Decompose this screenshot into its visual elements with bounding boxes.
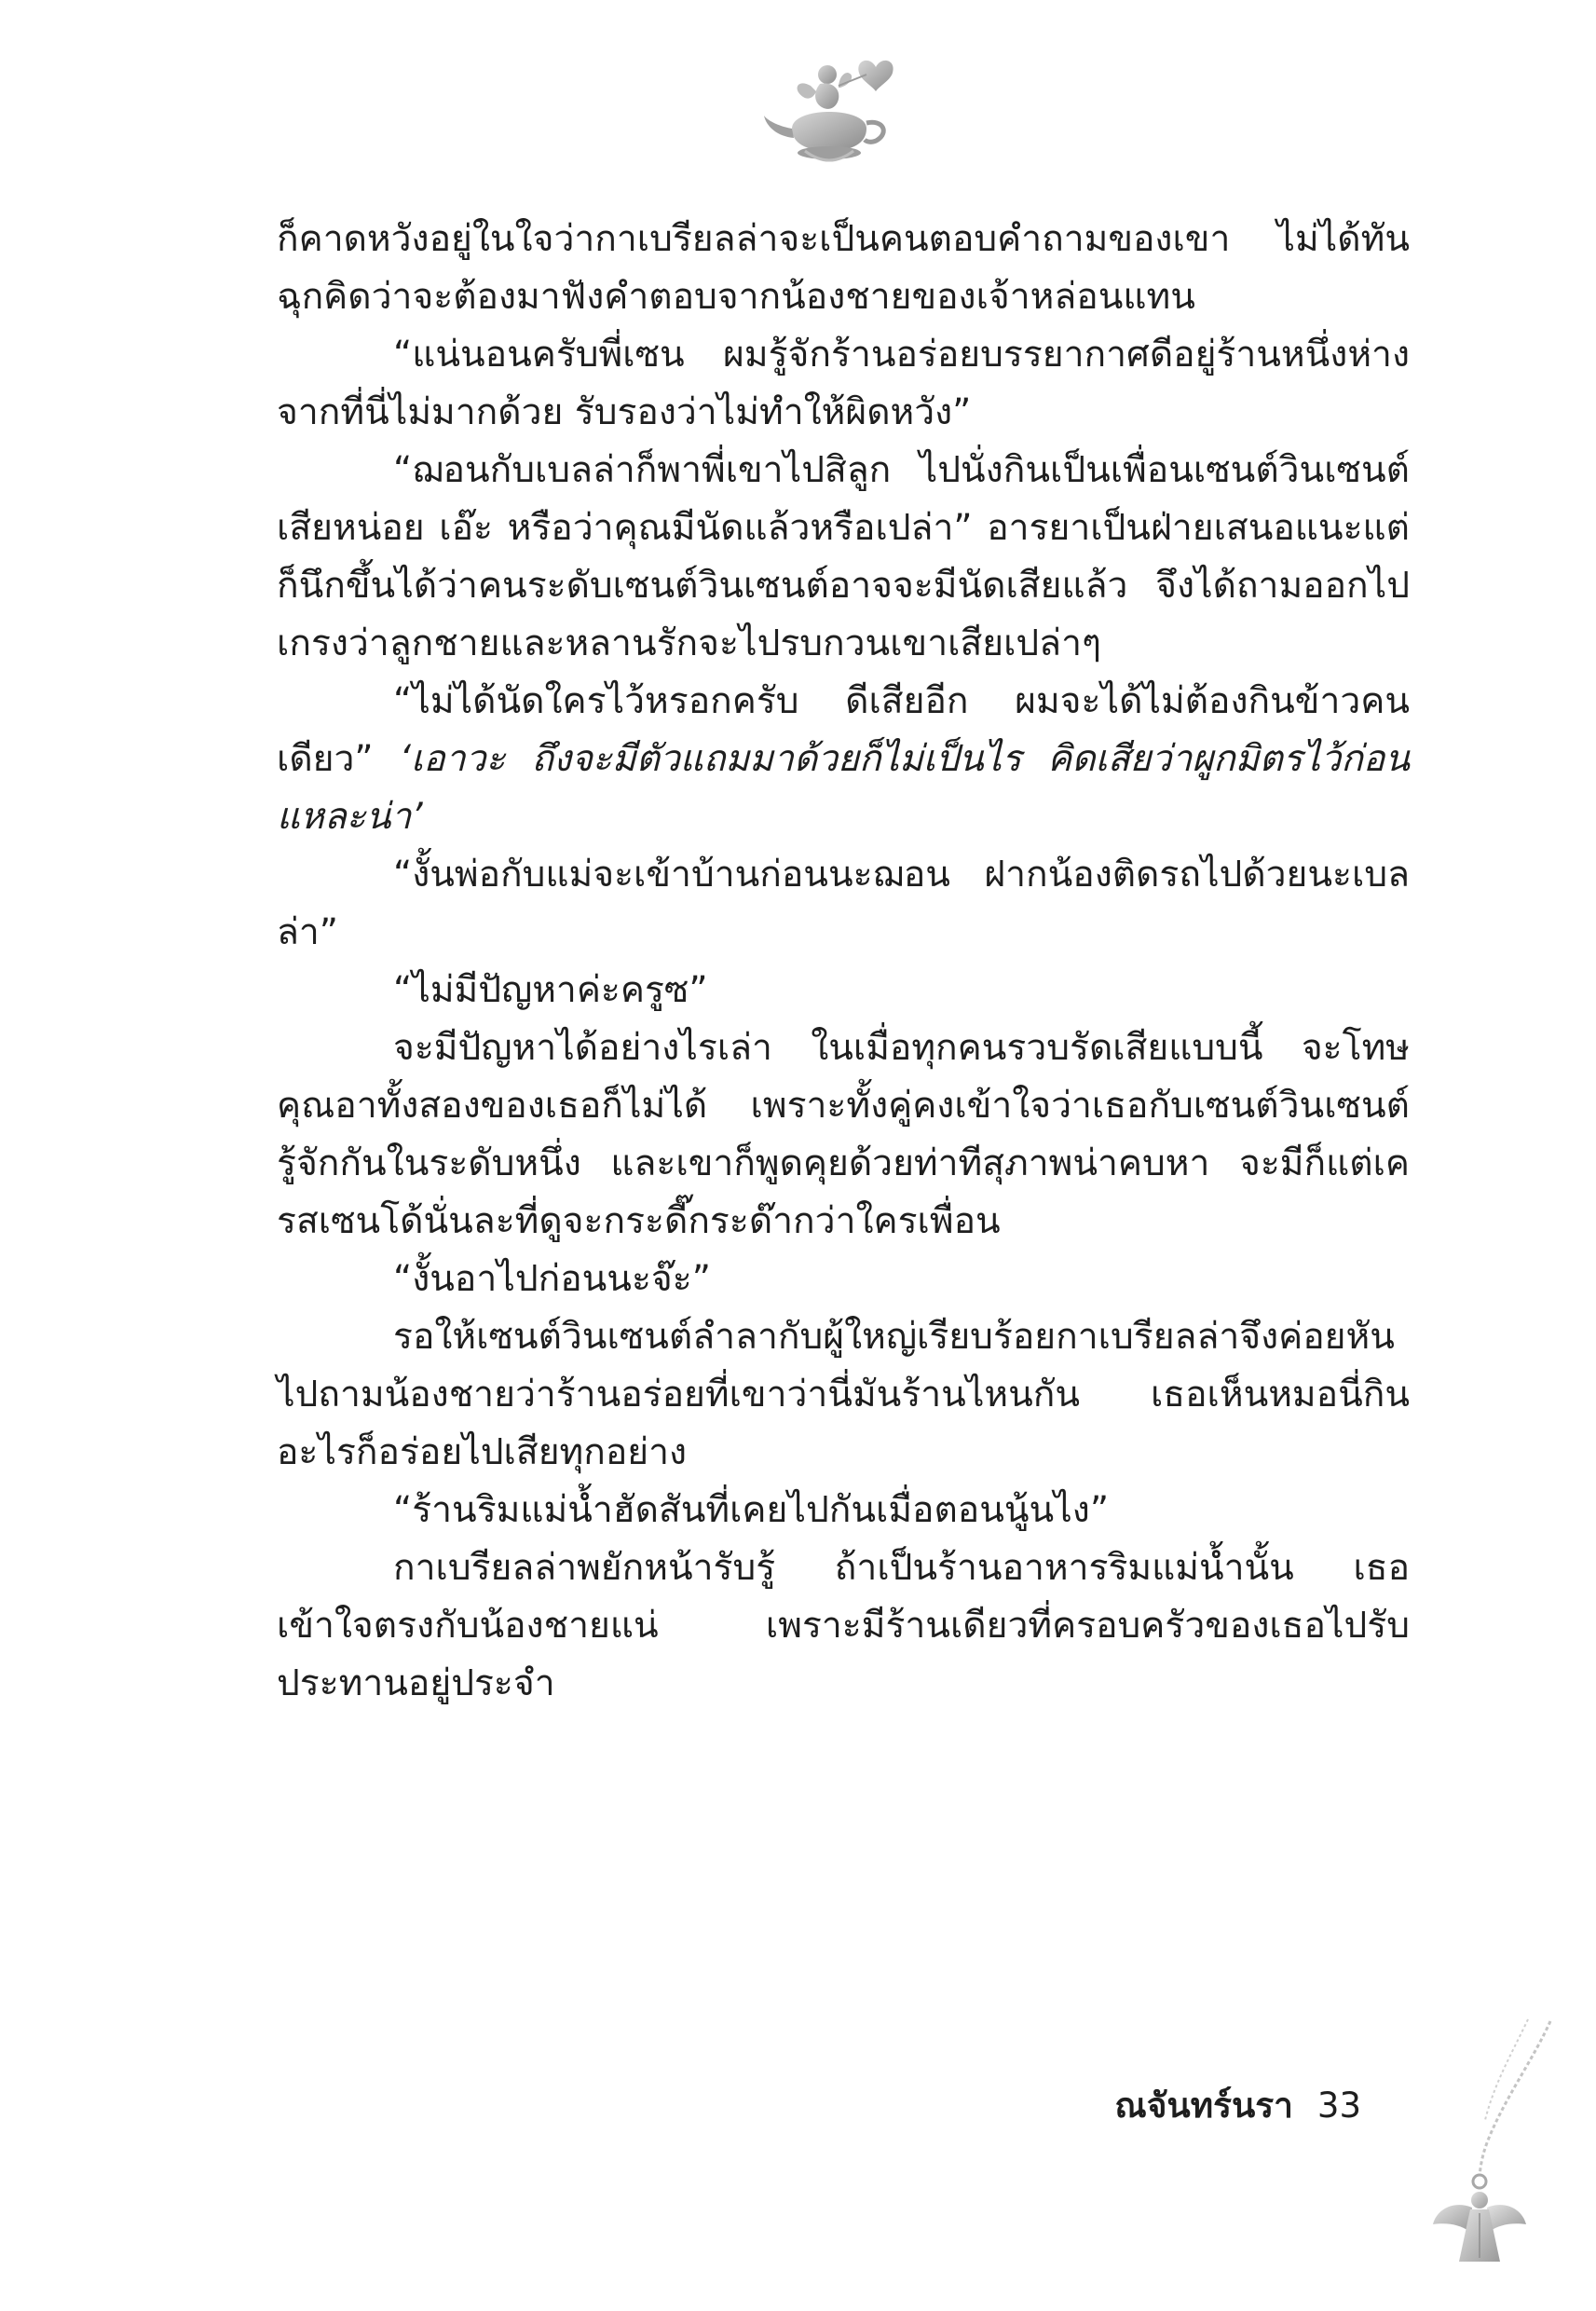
angel-pendant-icon: [1416, 2017, 1556, 2269]
cupid-teapot-icon: [755, 47, 913, 172]
inner-thought: ‘เอาวะ ถึงจะมีตัวแถมมาด้วยก็ไม่เป็นไร คิดเสียว่าผูกมิตรไว้ก่อนแหละน่า’: [277, 738, 1410, 838]
author-name: ณจันทร์นรา: [1114, 2085, 1293, 2126]
body-text: [277, 211, 1410, 1713]
paragraph-3: “ฌอนกับเบลล่าก็พาพี่เขาไปสิลูก ไปนั่งกินเป็นเพื่อนเซนต์วินเซนต์เสียหน่อย เอ๊ะ หรือว่าคุณมีนัดแล้วหรือเปล่า” อารยาเป็นฝ่ายเสนอแนะแต่ก็นึกขึ้นได้ว่าคนระดับเซนต์วินเซนต์อาจจะมีนัดเสียแล้ว จึงได้ถามออกไป เกรงว่าลูกชายและหลานรักจะไปรบกวนเขาเสียเปล่าๆ: [277, 449, 1410, 664]
paragraph-1: ก็คาดหวังอยู่ในใจว่ากาเบรียลล่าจะเป็นคนตอบคำถามของเขา ไม่ได้ทันฉุกคิดว่าจะต้องมาฟังคำตอบจากน้องชายของเจ้าหล่อนแทน: [277, 218, 1410, 318]
paragraph-10: “ร้านริมแม่น้ำฮัดสันที่เคยไปกันเมื่อตอนนู้นไง”: [393, 1489, 1110, 1531]
paragraph-11: กาเบรียลล่าพยักหน้ารับรู้ ถ้าเป็นร้านอาหารริมแม่น้ำนั้น เธอเข้าใจตรงกับน้องชายแน่ เพราะมีร้านเดียวที่ครอบครัวของเธอไปรับประทานอยู่ประจำ: [277, 1547, 1410, 1704]
paragraph-7: จะมีปัญหาได้อย่างไรเล่า ในเมื่อทุกคนรวบรัดเสียแบบนี้ จะโทษคุณอาทั้งสองของเธอก็ไม่ได้ เพราะทั้งคู่คงเข้าใจว่าเธอกับเซนต์วินเซนต์รู้จักกันในระดับหนึ่ง และเขาก็พูดคุยด้วยท่าทีสุภาพน่าคบหา จะมีก็แต่เครสเซนโด้นั่นละที่ดูจะกระดี๊กระด๊ากว่าใครเพื่อน: [277, 1027, 1410, 1242]
paragraph-6: “ไม่มีปัญหาค่ะครูซ”: [393, 969, 708, 1011]
paragraph-2: “แน่นอนครับพี่เซน ผมรู้จักร้านอร่อยบรรยากาศดีอยู่ร้านหนึ่งห่างจากที่นี่ไม่มากด้วย รับรองว่าไม่ทำให้ผิดหวัง”: [277, 334, 1410, 433]
page-footer: [1114, 2078, 1361, 2133]
page-number: 33: [1316, 2085, 1361, 2126]
paragraph-5: “งั้นพ่อกับแม่จะเข้าบ้านก่อนนะฌอน ฝากน้องติดรถไปด้วยนะเบลล่า”: [277, 854, 1410, 953]
paragraph-4: “ไม่ได้นัดใครไว้หรอกครับ ดีเสียอีก ผมจะได้ไม่ต้องกินข้าวคนเดียว” ‘เอาวะ ถึงจะมีตัวแถมมาด้วยก็ไม่เป็นไร คิดเสียว่าผูกมิตรไว้ก่อนแหละน่า’: [277, 680, 1410, 838]
paragraph-9: รอให้เซนต์วินเซนต์ลำลากับผู้ใหญ่เรียบร้อยกาเบรียลล่าจึงค่อยหันไปถามน้องชายว่าร้านอร่อยที่เขาว่านี่มันร้านไหนกัน เธอเห็นหมอนี่กินอะไรก็อร่อยไปเสียทุกอย่าง: [277, 1316, 1410, 1473]
paragraph-8: “งั้นอาไปก่อนนะจ๊ะ”: [393, 1258, 711, 1300]
